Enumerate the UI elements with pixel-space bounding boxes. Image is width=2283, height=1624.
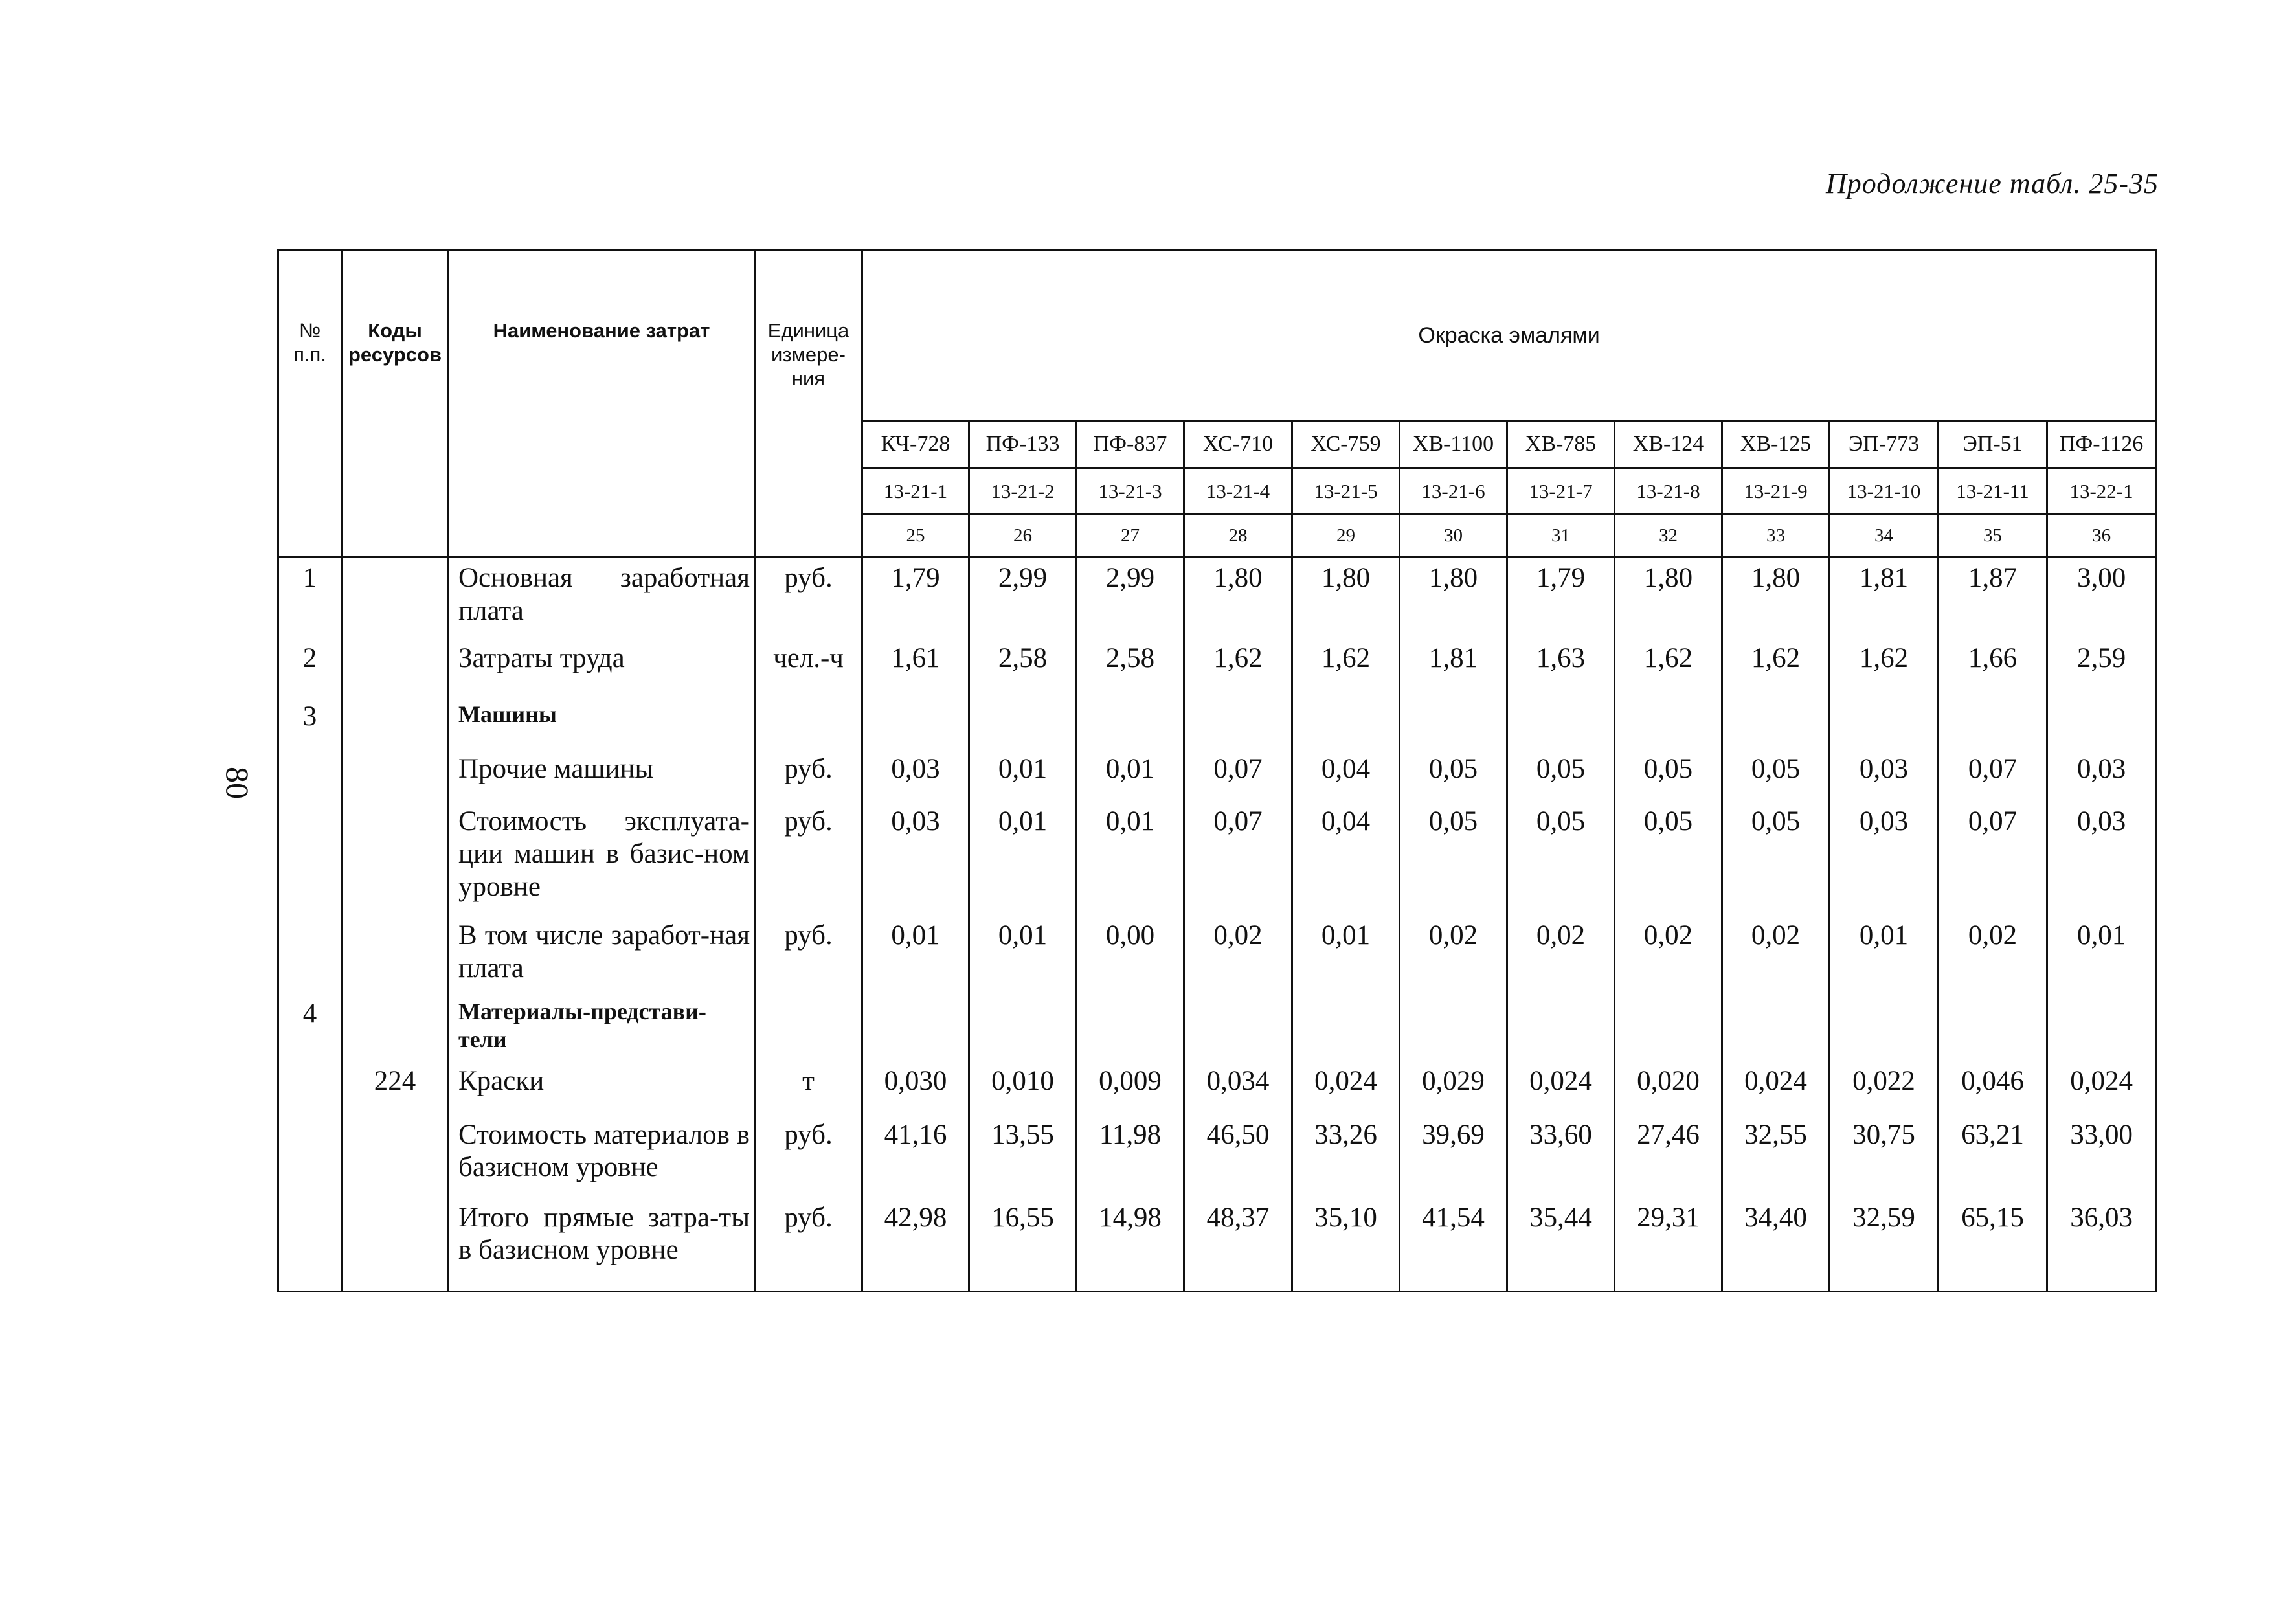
row-number-cell: 4 [278, 994, 342, 1061]
value-cell: 0,05 [1400, 749, 1507, 802]
value-cell: 0,034 [1184, 1061, 1292, 1115]
value-cell: 0,01 [1830, 916, 1939, 994]
unit-cell: руб. [755, 916, 862, 994]
value-cell [1830, 994, 1939, 1061]
value-cell: 0,02 [1184, 916, 1292, 994]
value-cell: 0,05 [1507, 749, 1615, 802]
value-cell: 41,54 [1400, 1198, 1507, 1292]
row-number-cell [278, 1061, 342, 1115]
unit-cell: руб. [755, 802, 862, 916]
cost-name-cell: Стоимость материалов в базисном уровне [449, 1115, 755, 1198]
resource-code-cell [342, 994, 449, 1061]
value-cell: 1,62 [1292, 638, 1400, 696]
value-cell: 2,58 [1077, 638, 1184, 696]
value-cell: 1,81 [1400, 638, 1507, 696]
value-cell: 39,69 [1400, 1115, 1507, 1198]
value-cell [1507, 994, 1615, 1061]
value-cell: 0,07 [1939, 749, 2047, 802]
value-cell [2047, 697, 2156, 749]
cost-name-cell: Стоимость эксплуата-ции машин в базис-ном уровне [449, 802, 755, 916]
enamel-code-cell: 13-21-10 [1830, 468, 1939, 515]
column-number-cell: 34 [1830, 515, 1939, 558]
header-no: № п.п. [278, 251, 342, 558]
header-name: Наименование затрат [449, 251, 755, 558]
enamel-code-cell: 13-21-7 [1507, 468, 1615, 515]
value-cell: 33,60 [1507, 1115, 1615, 1198]
value-cell: 2,99 [1077, 558, 1184, 639]
value-cell [1184, 994, 1292, 1061]
value-cell: 1,62 [1615, 638, 1722, 696]
value-cell: 1,80 [1184, 558, 1292, 639]
resource-code-cell [342, 916, 449, 994]
enamel-code-cell: 13-21-5 [1292, 468, 1400, 515]
table-row [278, 916, 2156, 994]
enamel-name-cell: ХС-710 [1184, 422, 1292, 468]
page-number: 80 [219, 767, 256, 799]
enamel-name-cell: ПФ-1126 [2047, 422, 2156, 468]
enamel-name-cell: ЭП-773 [1830, 422, 1939, 468]
value-cell: 0,02 [1400, 916, 1507, 994]
column-number-cell: 31 [1507, 515, 1615, 558]
table-row [278, 697, 2156, 749]
cost-name-cell: В том числе заработ-ная плата [449, 916, 755, 994]
table-row [278, 802, 2156, 916]
value-cell: 0,01 [1077, 749, 1184, 802]
unit-cell: руб. [755, 1198, 862, 1292]
column-number-cell: 27 [1077, 515, 1184, 558]
header-codes: Коды ресурсов [342, 251, 449, 558]
column-number-cell: 28 [1184, 515, 1292, 558]
cost-table [277, 249, 2157, 1292]
value-cell: 0,05 [1400, 802, 1507, 916]
column-number-cell: 35 [1939, 515, 2047, 558]
value-cell: 11,98 [1077, 1115, 1184, 1198]
value-cell [1292, 697, 1400, 749]
column-number-cell: 36 [2047, 515, 2156, 558]
column-number-cell: 32 [1615, 515, 1722, 558]
value-cell: 16,55 [969, 1198, 1077, 1292]
table-row [278, 638, 2156, 696]
value-cell: 0,03 [2047, 802, 2156, 916]
unit-cell: руб. [755, 558, 862, 639]
value-cell: 42,98 [862, 1198, 969, 1292]
value-cell: 0,010 [969, 1061, 1077, 1115]
value-cell: 0,05 [1615, 802, 1722, 916]
table-row [278, 1115, 2156, 1198]
resource-code-cell [342, 802, 449, 916]
value-cell [1292, 994, 1400, 1061]
header-unit: Единица измере-ния [755, 251, 862, 558]
column-number-cell: 33 [1722, 515, 1830, 558]
value-cell: 46,50 [1184, 1115, 1292, 1198]
value-cell: 2,59 [2047, 638, 2156, 696]
value-cell: 0,05 [1507, 802, 1615, 916]
value-cell: 33,26 [1292, 1115, 1400, 1198]
value-cell: 0,02 [1939, 916, 2047, 994]
table-header [278, 251, 2156, 558]
cost-table-container [277, 249, 2146, 1292]
column-number-cell: 29 [1292, 515, 1400, 558]
value-cell: 1,87 [1939, 558, 2047, 639]
unit-cell: т [755, 1061, 862, 1115]
value-cell: 13,55 [969, 1115, 1077, 1198]
value-cell: 0,01 [969, 749, 1077, 802]
table-row [278, 558, 2156, 639]
value-cell: 0,04 [1292, 749, 1400, 802]
value-cell: 0,03 [1830, 749, 1939, 802]
value-cell: 1,81 [1830, 558, 1939, 639]
value-cell [2047, 994, 2156, 1061]
value-cell: 0,01 [1077, 802, 1184, 916]
value-cell: 0,05 [1722, 749, 1830, 802]
table-row [278, 1198, 2156, 1292]
value-cell [862, 994, 969, 1061]
value-cell: 0,07 [1184, 749, 1292, 802]
value-cell: 0,07 [1184, 802, 1292, 916]
enamel-code-cell: 13-22-1 [2047, 468, 2156, 515]
enamel-name-cell: КЧ-728 [862, 422, 969, 468]
value-cell: 0,030 [862, 1061, 969, 1115]
value-cell: 33,00 [2047, 1115, 2156, 1198]
enamel-name-cell: ХС-759 [1292, 422, 1400, 468]
value-cell: 0,03 [862, 749, 969, 802]
table-row [278, 749, 2156, 802]
resource-code-cell [342, 558, 449, 639]
value-cell [969, 697, 1077, 749]
unit-cell: руб. [755, 749, 862, 802]
enamel-code-cell: 13-21-4 [1184, 468, 1292, 515]
table-row [278, 994, 2156, 1061]
value-cell [1615, 697, 1722, 749]
value-cell [969, 994, 1077, 1061]
table-row [278, 1061, 2156, 1115]
value-cell: 0,05 [1615, 749, 1722, 802]
enamel-code-cell: 13-21-8 [1615, 468, 1722, 515]
value-cell: 0,03 [2047, 749, 2156, 802]
value-cell: 29,31 [1615, 1198, 1722, 1292]
value-cell [1939, 697, 2047, 749]
cost-name-cell: Затраты труда [449, 638, 755, 696]
value-cell: 1,62 [1830, 638, 1939, 696]
value-cell: 0,01 [969, 802, 1077, 916]
value-cell: 0,009 [1077, 1061, 1184, 1115]
cost-name-cell: Материалы-представи-тели [449, 994, 755, 1061]
value-cell [862, 697, 969, 749]
value-cell: 0,07 [1939, 802, 2047, 916]
value-cell: 41,16 [862, 1115, 969, 1198]
cost-name-cell: Основная заработная плата [449, 558, 755, 639]
resource-code-cell [342, 749, 449, 802]
value-cell: 0,029 [1400, 1061, 1507, 1115]
column-number-cell: 26 [969, 515, 1077, 558]
value-cell: 0,02 [1615, 916, 1722, 994]
value-cell: 2,99 [969, 558, 1077, 639]
resource-code-cell [342, 1198, 449, 1292]
value-cell: 0,01 [1292, 916, 1400, 994]
value-cell: 65,15 [1939, 1198, 2047, 1292]
enamel-name-cell: ПФ-133 [969, 422, 1077, 468]
value-cell: 63,21 [1939, 1115, 2047, 1198]
value-cell [1830, 697, 1939, 749]
value-cell: 0,05 [1722, 802, 1830, 916]
value-cell: 0,024 [1507, 1061, 1615, 1115]
row-number-cell [278, 802, 342, 916]
value-cell: 1,80 [1292, 558, 1400, 639]
value-cell: 34,40 [1722, 1198, 1830, 1292]
value-cell: 0,01 [2047, 916, 2156, 994]
value-cell: 0,024 [2047, 1061, 2156, 1115]
row-number-cell [278, 916, 342, 994]
resource-code-cell [342, 697, 449, 749]
value-cell: 30,75 [1830, 1115, 1939, 1198]
value-cell: 1,79 [862, 558, 969, 639]
value-cell: 1,62 [1722, 638, 1830, 696]
value-cell [1615, 994, 1722, 1061]
enamel-code-cell: 13-21-2 [969, 468, 1077, 515]
row-number-cell [278, 749, 342, 802]
row-number-cell: 3 [278, 697, 342, 749]
value-cell: 0,02 [1507, 916, 1615, 994]
value-cell: 1,63 [1507, 638, 1615, 696]
value-cell: 1,80 [1722, 558, 1830, 639]
enamel-name-cell: ЭП-51 [1939, 422, 2047, 468]
unit-cell [755, 697, 862, 749]
enamel-code-cell: 13-21-11 [1939, 468, 2047, 515]
value-cell: 0,03 [862, 802, 969, 916]
value-cell: 35,10 [1292, 1198, 1400, 1292]
value-cell: 1,66 [1939, 638, 2047, 696]
value-cell: 32,59 [1830, 1198, 1939, 1292]
value-cell: 0,022 [1830, 1061, 1939, 1115]
value-cell: 35,44 [1507, 1198, 1615, 1292]
enamel-name-cell: ХВ-1100 [1400, 422, 1507, 468]
cost-name-cell: Итого прямые затра-ты в базисном уровне [449, 1198, 755, 1292]
row-number-cell [278, 1115, 342, 1198]
value-cell: 36,03 [2047, 1198, 2156, 1292]
value-cell: 32,55 [1722, 1115, 1830, 1198]
value-cell: 0,04 [1292, 802, 1400, 916]
value-cell [1939, 994, 2047, 1061]
value-cell: 0,046 [1939, 1061, 2047, 1115]
value-cell: 3,00 [2047, 558, 2156, 639]
resource-code-cell: 224 [342, 1061, 449, 1115]
value-cell: 1,79 [1507, 558, 1615, 639]
value-cell: 0,00 [1077, 916, 1184, 994]
table-caption: Продолжение табл. 25-35 [1826, 168, 2159, 199]
row-number-cell: 2 [278, 638, 342, 696]
value-cell [1077, 697, 1184, 749]
value-cell [1400, 697, 1507, 749]
header-group: Окраска эмалями [862, 251, 2156, 422]
value-cell: 2,58 [969, 638, 1077, 696]
value-cell: 48,37 [1184, 1198, 1292, 1292]
enamel-code-cell: 13-21-6 [1400, 468, 1507, 515]
value-cell [1184, 697, 1292, 749]
unit-cell: чел.-ч [755, 638, 862, 696]
value-cell: 0,01 [969, 916, 1077, 994]
enamel-code-cell: 13-21-1 [862, 468, 969, 515]
cost-name-cell: Машины [449, 697, 755, 749]
value-cell [1722, 994, 1830, 1061]
value-cell: 14,98 [1077, 1198, 1184, 1292]
value-cell [1722, 697, 1830, 749]
resource-code-cell [342, 1115, 449, 1198]
enamel-name-cell: ХВ-785 [1507, 422, 1615, 468]
table-body [278, 558, 2156, 1292]
resource-code-cell [342, 638, 449, 696]
column-number-cell: 30 [1400, 515, 1507, 558]
value-cell: 0,024 [1292, 1061, 1400, 1115]
enamel-name-cell: ХВ-124 [1615, 422, 1722, 468]
enamel-name-cell: ПФ-837 [1077, 422, 1184, 468]
enamel-code-cell: 13-21-3 [1077, 468, 1184, 515]
value-cell [1400, 994, 1507, 1061]
value-cell: 1,62 [1184, 638, 1292, 696]
enamel-name-cell: ХВ-125 [1722, 422, 1830, 468]
cost-name-cell: Краски [449, 1061, 755, 1115]
enamel-code-cell: 13-21-9 [1722, 468, 1830, 515]
value-cell: 0,020 [1615, 1061, 1722, 1115]
cost-name-cell: Прочие машины [449, 749, 755, 802]
value-cell: 1,80 [1400, 558, 1507, 639]
value-cell: 0,03 [1830, 802, 1939, 916]
row-number-cell [278, 1198, 342, 1292]
row-number-cell: 1 [278, 558, 342, 639]
value-cell: 0,02 [1722, 916, 1830, 994]
value-cell: 1,80 [1615, 558, 1722, 639]
value-cell [1507, 697, 1615, 749]
value-cell: 0,024 [1722, 1061, 1830, 1115]
column-number-cell: 25 [862, 515, 969, 558]
unit-cell: руб. [755, 1115, 862, 1198]
value-cell: 0,01 [862, 916, 969, 994]
value-cell: 27,46 [1615, 1115, 1722, 1198]
value-cell [1077, 994, 1184, 1061]
value-cell: 1,61 [862, 638, 969, 696]
unit-cell [755, 994, 862, 1061]
